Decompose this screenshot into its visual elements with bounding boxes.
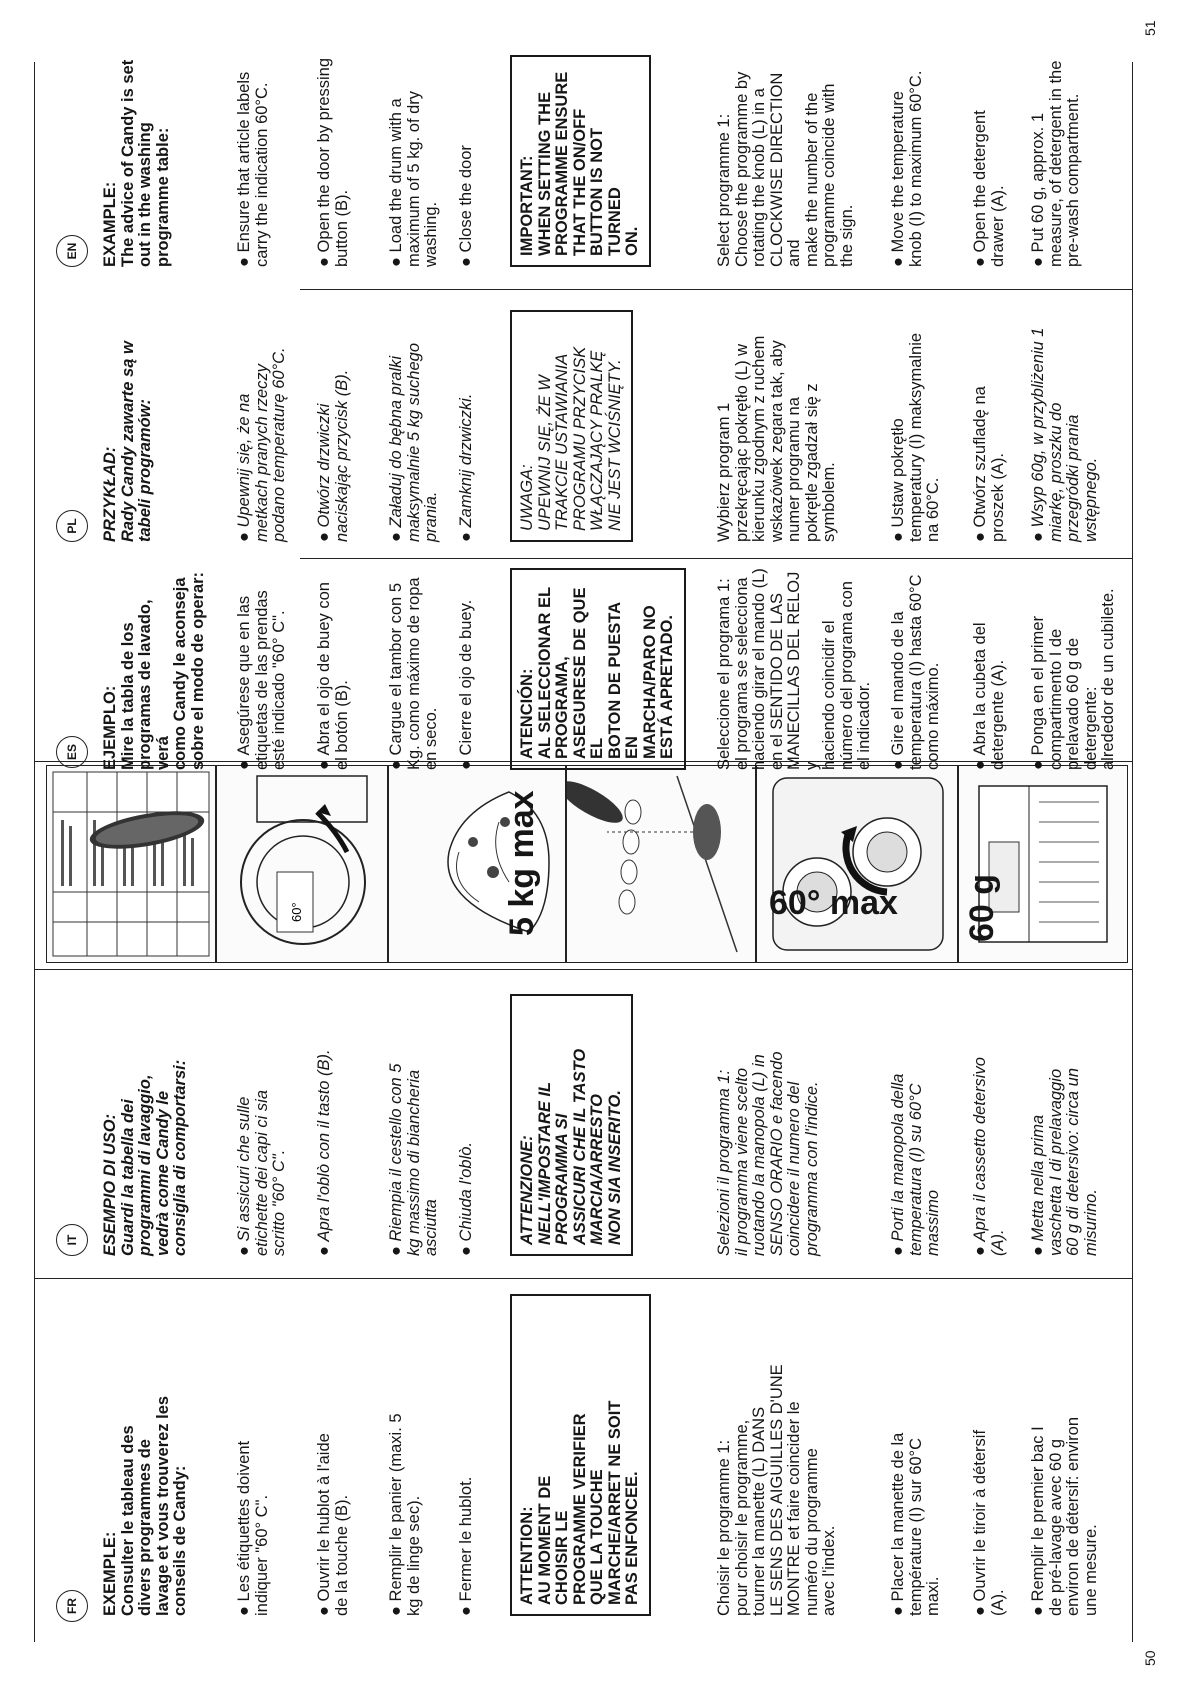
it-step-close: ● Chiuda l'oblò. [458, 976, 476, 1256]
illus-detergent-drawer [958, 765, 1128, 963]
en-warning-box: IMPORTANT: WHEN SETTING THE PROGRAMME ENSURE THAT THE ON/OFF BUTTON IS NOT TURNED ON. [510, 55, 651, 267]
en-example [102, 55, 172, 267]
pl-example-text: PRZYKŁAD: Rady Candy zawarte są w tabeli programów: [101, 341, 154, 542]
it-warning-box: ATTENZIONE: NELL'IMPOSTARE IL PROGRAMMA SI ASSICURI CHE IL TASTO MARCIA/ARRESTO NON SIA INSERITO. [510, 994, 633, 1256]
it-example [102, 976, 190, 1256]
column-pl [40, 292, 1130, 556]
it-step-load: ● Riempia il cestello con 5 kg massimo di biancheria asciutta [388, 976, 441, 1256]
es-step-drawer: ● Abra la cubeta del detergente (A). [972, 565, 1007, 770]
pl-step-load: ● Załaduj do bębna pralki maksymalnie 5 kg suchego prania. [388, 294, 441, 542]
fr-step-door: ● Ouvrir le hublot à l'aide de la touche (B). [316, 1296, 351, 1616]
es-step-labels: ● Asegúrese que en las etiquetas de las prendas esté indicado "60° C". [236, 565, 289, 770]
temperature-knob-drawing [757, 766, 957, 962]
separator-es-pl [300, 558, 1132, 559]
pl-step-door: ● Otwórz drzwiczki naciskając przycisk (B). [316, 294, 351, 542]
es-step-detergent: ● Ponga en el primer compartimento I de prelavado 60 g de detergente: alrededor de un cubilete. [1030, 565, 1118, 770]
fr-example [102, 1296, 190, 1616]
en-step-close: ● Close the door [458, 55, 476, 267]
fr-step-close: ● Fermer le hublot. [458, 1296, 476, 1616]
fr-example-text: EXEMPLE: Consulter le tableau des divers programmes de lavage et vous trouverez les conseils de Candy: [101, 1395, 189, 1616]
pl-step-detergent: ● Wsyp 60g, w przybliżeniu 1 miarkę, proszku do przegródki prania wstępnego. [1030, 294, 1100, 542]
es-step-door: ● Abra el ojo de buey con el botón (B). [316, 565, 351, 770]
it-step-detergent: ● Metta nella prima vaschetta I di prelavaggio 60 g di detersivo: circa un misurino. [1030, 976, 1100, 1256]
en-step-labels: ● Ensure that article labels carry the indication 60°C. [236, 55, 271, 267]
column-es [40, 562, 1130, 770]
lang-badge-es: ES [56, 736, 88, 768]
lang-badge-it: IT [56, 1224, 88, 1256]
it-step-drawer: ● Apra il cassetto detersivo (A). [972, 976, 1007, 1256]
caption-60-max: 60° max [769, 884, 898, 922]
lang-badge-en: EN [56, 235, 88, 267]
pl-step-drawer: ● Otwórz szufladę na proszek (A). [972, 294, 1007, 542]
en-step-load: ● Load the drum with a maximum of 5 kg. of dry washing. [388, 55, 441, 267]
label-symbol: 60° [289, 902, 304, 922]
es-step-close: ● Cierre el ojo de buey. [458, 565, 476, 770]
separator-fr-it [34, 1278, 1132, 1279]
column-fr [40, 1282, 1130, 1642]
illus-load-drum [388, 765, 566, 963]
en-step-drawer: ● Open the detergent drawer (A). [972, 55, 1007, 267]
en-step-temperature: ● Move the temperature knob (I) to maximum 60°C. [890, 55, 925, 267]
en-example-text: EXAMPLE: The advice of Candy is set out in the washing programme table: [101, 59, 172, 267]
bottom-rule [1132, 62, 1133, 1642]
pl-warning-box: UWAGA: UPEWNIJ SIĘ, ŻE W TRAKCIE USTAWIANIA PROGRAMU PRZYCISK WŁĄCZAJĄCY PRALKĘ NIE JEST WCIŚNIĘTY. [510, 310, 633, 542]
top-rule [34, 62, 35, 1642]
es-warning-box: ATENCIÓN: AL SELECCIONAR EL PROGRAMA, ASEGURESE DE QUE EL BOTON DE PUESTA EN MARCHA/PARO NO ESTÁ APRETADO. [510, 568, 686, 770]
separator-pl-en [300, 289, 1132, 290]
illus-programme-table [46, 765, 216, 963]
page-number-left: 50 [1142, 1650, 1158, 1666]
fr-step-load: ● Remplir le panier (maxi. 5 kg de linge sec). [388, 1296, 423, 1616]
en-step-door: ● Open the door by pressing button (B). [316, 55, 351, 267]
illustration-column [40, 764, 1130, 967]
es-step-load: ● Cargue el tambor con 5 Kg. como máximo de ropa en seco. [388, 565, 441, 770]
pl-step-close: ● Zamknij drzwiczki. [458, 294, 476, 542]
fr-select-programme: Choisir le programme 1: pour choisir le programme, tourner la manette (L) DANS LE SENS DES AIGUILLES D'UNE MONTRE et faire coincider le numéro du programme avec l'index. [715, 1364, 838, 1616]
label-door-drawing [217, 766, 387, 962]
pl-step-labels: ● Upewnij się, że na metkach pranych rzeczy podano temperaturę 60°C. [236, 294, 289, 542]
fr-step-drawer: ● Ouvrir le tiroir à détersif (A). [972, 1296, 1007, 1616]
column-it [40, 972, 1130, 1276]
pl-example [102, 294, 155, 542]
es-example [102, 565, 207, 770]
illus-programme-knob [566, 765, 756, 963]
caption-5kg-max: 5 kg max [503, 790, 541, 936]
illus-temperature-knob [756, 765, 958, 963]
en-select-programme: Select programme 1: Choose the programme by rotating the knob (L) in a CLOCKWISE DIRECTION and make the number of the programme coincide with the sign. [715, 71, 856, 267]
column-en [40, 57, 1130, 287]
illus-label-door [216, 765, 388, 963]
pl-select-programme: Wybierz program 1 przekręcając pokrętło (L) w kierunku zgodnym z ruchem wskazówek zegara tak, aby numer programu na pokrętle zgadzał się z symbolem. [715, 335, 838, 542]
fr-step-detergent: ● Remplir le premier bac I de pré-lavage avec 60 g environ de détersif: environ une mesure. [1030, 1286, 1100, 1616]
it-example-text: ESEMPIO DI USO: Guardi la tabella dei programmi di lavaggio, vedrà come Candy le consiglia di comportarsi: [101, 1059, 189, 1256]
es-step-temperature: ● Gire el mando de la temperatura (I) hasta 60°C como máximo. [890, 565, 943, 770]
separator-it-illus [34, 969, 1132, 970]
en-step-detergent: ● Put 60 g, approx. 1 measure, of detergent in the pre-wash compartment. [1030, 55, 1083, 267]
lang-badge-pl: PL [56, 510, 88, 542]
it-step-labels: ● Si assicuri che sulle etichette dei capi ci sia scritto "60° C". [236, 976, 289, 1256]
it-step-door: ● Apra l'oblò con il tasto (B). [316, 976, 334, 1256]
lang-badge-fr: FR [56, 1590, 88, 1622]
it-step-temperature: ● Porti la manopola della temperatura (I) su 60°C massimo [890, 976, 943, 1256]
caption-60g: 60 g [963, 873, 1001, 942]
fr-warning-box: ATTENTION: AU MOMENT DE CHOISIR LE PROGRAMME VERIFIER QUE LA TOUCHE MARCHE/ARRET NE SOIT PAS ENFONCEE. [510, 1294, 651, 1616]
it-select-programme: Selezioni il programma 1: il programma viene scelto ruotando la manopola (L) in SENSO ORARIO e facendo coincidere il numero del programma con l'indice. [715, 1051, 821, 1256]
programme-knob-drawing [567, 766, 755, 962]
page-number-right: 51 [1142, 20, 1158, 36]
programme-table-drawing [47, 766, 215, 962]
fr-step-labels: ● Les étiquettes doivent indiquer "60° C". [236, 1296, 271, 1616]
pl-step-temperature: ● Ustaw pokrętło temperatury (I) maksymalnie na 60°C. [890, 294, 943, 542]
es-example-text: EJEMPLO: Mire la tabla de los programas de lavado, verá como Candy le aconseja sobre el modo de operar: [101, 571, 207, 770]
fr-step-temperature: ● Placer la manette de la température (I) sur 60°C maxi. [890, 1296, 943, 1616]
es-select-programme: Seleccione el programa 1: el programa se selecciona haciendo girar el mando (L) en el SENTIDO DE LAS MANECILLAS DEL RELOJ y haciendo coincidir el número del programa con el indicador. [715, 568, 873, 770]
